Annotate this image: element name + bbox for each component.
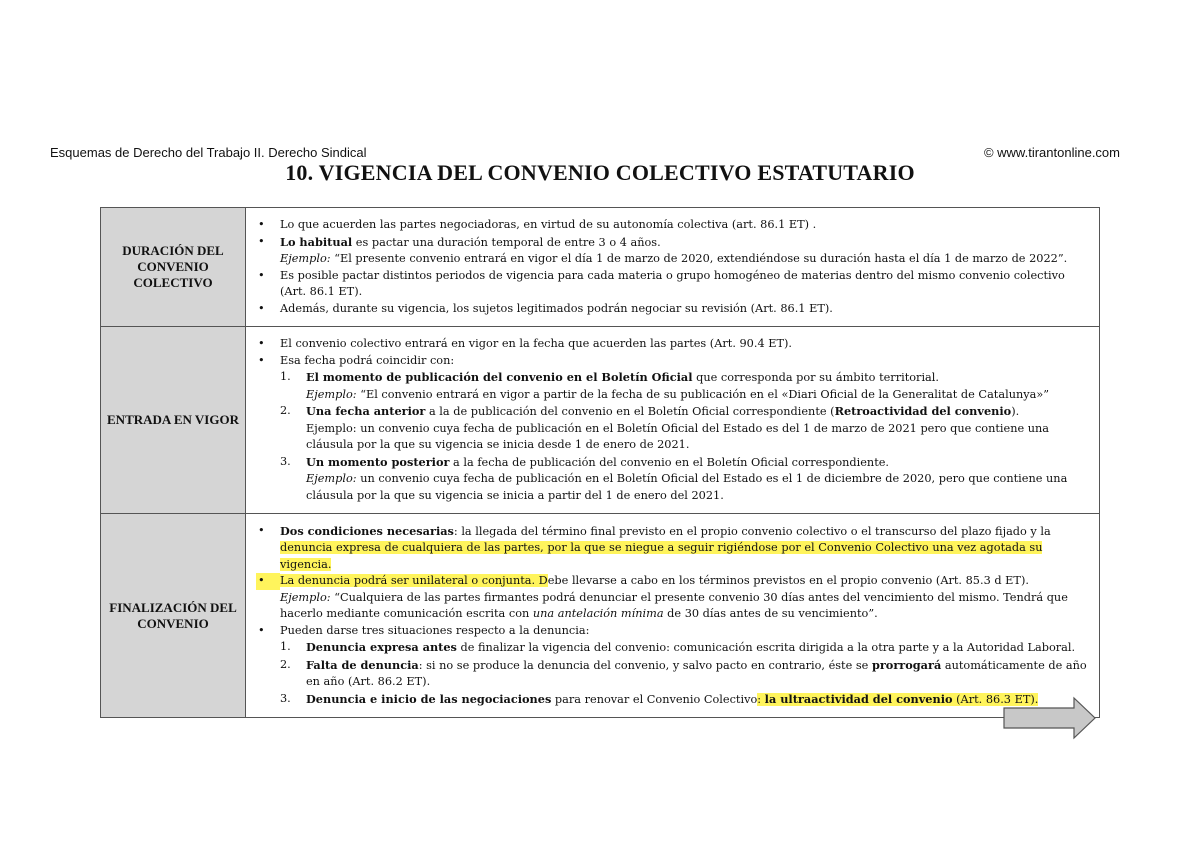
bullet-icon: •: [256, 573, 280, 590]
bullet-icon: •: [258, 353, 265, 367]
example-text: Ejemplo: un convenio cuya fecha de publicación en el Boletín Oficial del Estado es del 1 de marzo de 2021 pero que contiene una cláusula por la que su vigencia se inicia desde 1 de enero de 2021.: [306, 421, 1050, 451]
list-item: • Es posible pactar distintos periodos de vigencia para cada materia o grupo homogéneo de materias dentro del mismo convenio colectivo (Art. 86.1 ET).: [258, 268, 1065, 298]
numbered-item: 2. Falta de denuncia: si no se produce la denuncia del convenio, y salvo pacto en contrario, éste se prorrogará automáticamente de año en año (Art. 86.2 ET).: [280, 657, 1087, 689]
numbered-item: 3. Un momento posterior a la fecha de publicación del convenio en el Boletín Oficial correspondiente.: [280, 454, 890, 469]
highlighted-text: : la ultraactividad del convenio (Art. 86.3 ET).: [757, 691, 1039, 706]
section-content-entrada: [246, 327, 1100, 514]
schema-table: [100, 207, 1100, 718]
highlighted-text: La denuncia podrá ser unilateral o conjunta. D: [280, 574, 548, 588]
example-text: Ejemplo: un convenio cuya fecha de publicación en el Boletín Oficial del Estado es el 1 de diciembre de 2020, pero que contiene una cláusula por la que su vigencia se inicia a partir del 1 de enero del 2021.: [306, 472, 1068, 502]
section-label-entrada: ENTRADA EN VIGOR: [101, 327, 246, 514]
section-label-finalizacion: FINALIZACIÓN DEL CONVENIO: [101, 514, 246, 718]
numbered-item: 1. Denuncia expresa antes de finalizar la vigencia del convenio: comunicación escrita dirigida a la otra parte y a la Autoridad Laboral.: [280, 640, 1076, 655]
list-item: • Lo que acuerden las partes negociadoras, en virtud de su autonomía colectiva (art. 86.1 ET) .: [256, 217, 1091, 234]
document-series-title: Esquemas de Derecho del Trabajo II. Derecho Sindical: [50, 145, 367, 160]
section-content-duracion: [246, 208, 1100, 327]
bullet-icon: •: [258, 337, 265, 350]
highlighted-text: denuncia expresa de cualquiera de las partes, por la que se niegue a seguir rigiéndose por el Convenio Colectivo una vez agotada su vigencia.: [280, 541, 1043, 571]
copyright-website: © www.tirantonline.com: [983, 145, 1120, 160]
numbered-item: 2. Una fecha anterior a la de publicación del convenio en el Boletín Oficial correspondiente (Retroactividad del convenio).: [280, 404, 1020, 418]
example-text: Ejemplo: “El convenio entrará en vigor a partir de la fecha de su publicación en el «Diari Oficial de la Generalitat de Catalunya»”: [306, 387, 1050, 401]
numbered-item: 1. El momento de publicación del convenio en el Boletín Oficial que corresponda por su ámbito territorial.: [280, 370, 939, 384]
list-item: • Esa fecha podrá coincidir con:: [256, 353, 1091, 370]
bullet-icon: •: [258, 268, 265, 282]
section-content-finalizacion: [246, 514, 1100, 718]
bullet-icon: •: [258, 234, 265, 248]
table-row: [101, 208, 1100, 327]
list-item: • Dos condiciones necesarias: la llegada del término final previsto en el propio convenio colectivo o el transcurso del plazo fijado y la denuncia expresa de cualquiera de las partes, por la que se niegue a seguir rigiéndose por el Convenio Colectivo una vez agotada su vigencia.: [258, 523, 1051, 571]
list-item: • La denuncia podrá ser unilateral o conjunta. Debe llevarse a cabo en los términos previstos en el propio convenio (Art. 85.3 d ET).: [256, 573, 1091, 590]
list-item: • Además, durante su vigencia, los sujetos legitimados podrán negociar su revisión (Art. 86.1 ET).: [256, 301, 1091, 318]
example-text: Ejemplo: “Cualquiera de las partes firmantes podrá denunciar el presente convenio 30 días antes del vencimiento del mismo. Tendrá que hacerlo mediante comunicación escrita con una antelación mínima de 30 días antes de su vencimiento”.: [280, 590, 1068, 621]
section-label-duracion: DURACIÓN DEL CONVENIO COLECTIVO: [101, 208, 246, 327]
table-row: [101, 514, 1100, 718]
list-item: • Lo habitual es pactar una duración temporal de entre 3 o 4 años.: [258, 234, 661, 249]
table-row: [101, 327, 1100, 514]
list-item: • El convenio colectivo entrará en vigor en la fecha que acuerden las partes (Art. 90.4 ET).: [256, 336, 1091, 353]
numbered-item: 3. Denuncia e inicio de las negociaciones para renovar el Convenio Colectivo: la ultraactividad del convenio (Art. 86.3 ET).: [280, 691, 1039, 706]
list-item: • Pueden darse tres situaciones respecto a la denuncia:: [256, 623, 1091, 640]
example-text: Ejemplo: “El presente convenio entrará en vigor el día 1 de marzo de 2020, extendiéndose su duración hasta el día 1 de marzo de 2022”.: [280, 252, 1068, 265]
bullet-icon: •: [258, 523, 265, 537]
bullet-icon: •: [258, 218, 265, 231]
bullet-icon: •: [258, 301, 265, 315]
right-arrow-icon[interactable]: [1002, 696, 1098, 740]
page-title: 10. VIGENCIA DEL CONVENIO COLECTIVO ESTATUTARIO: [285, 160, 915, 185]
bullet-icon: •: [258, 623, 265, 637]
